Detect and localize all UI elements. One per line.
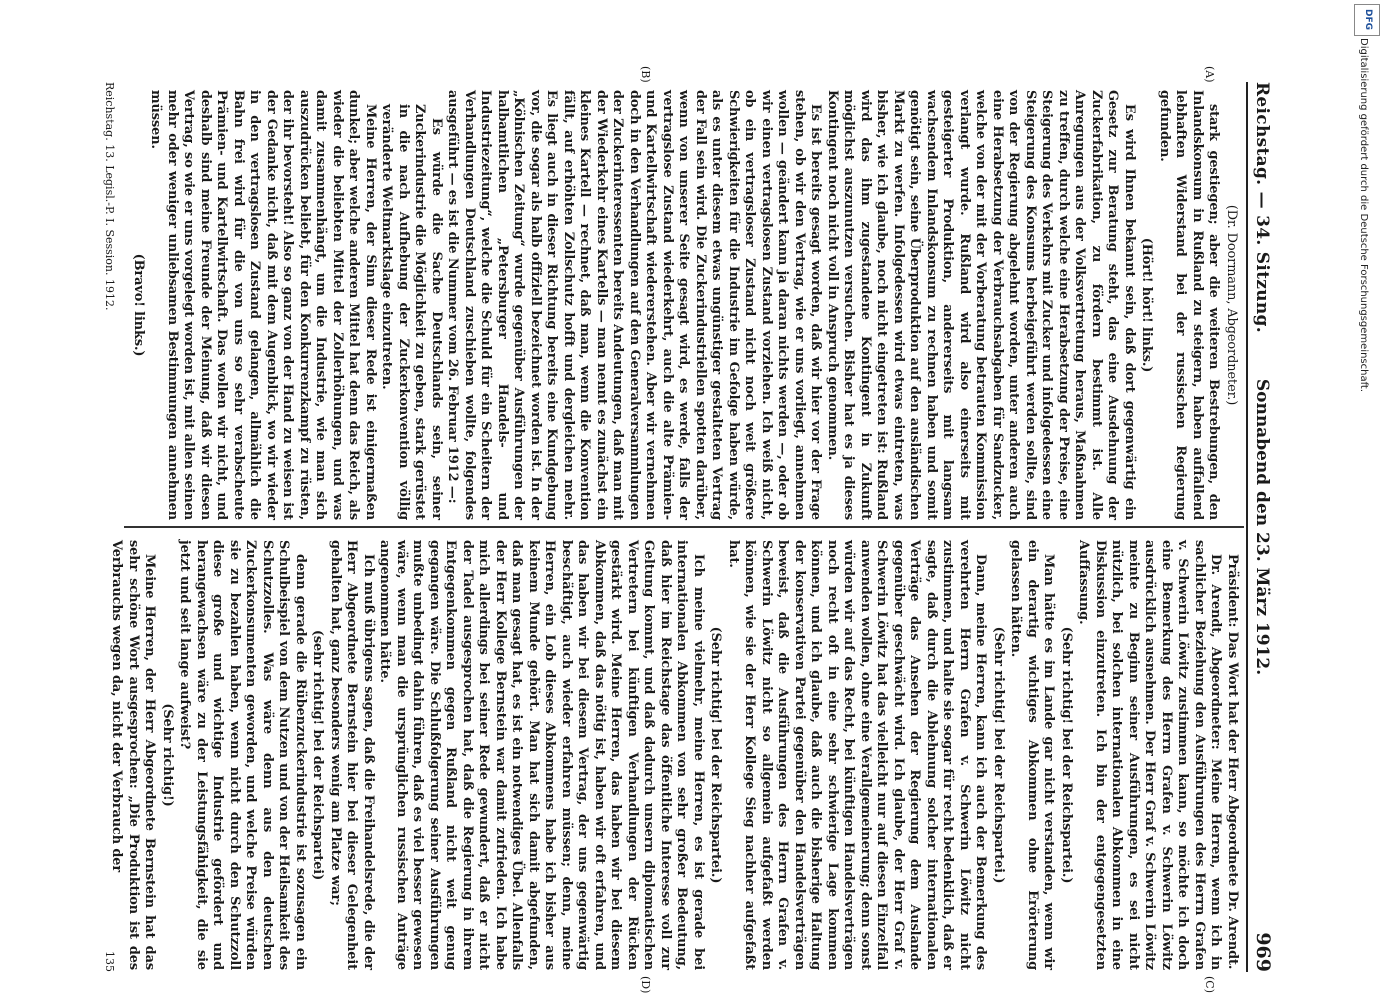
margin-marker-b: (B) xyxy=(639,66,652,83)
footer-legislature: Reichstag. 13. Legisl.-P. I. Session. 1912. xyxy=(103,82,116,311)
page-footer xyxy=(96,82,116,972)
column-separator xyxy=(124,526,1244,528)
paragraph: Es wird Ihnen bekannt sein, daß dort gegenwärtig ein Gesetz zur Beratung steht, das eine Ausdehnung der Zuckerfabrikation, zu fördern bestimmt ist. Alle Anregungen aus der Volksvertretung heraus, Maßnahmen zu treffen, durch welche eine Herabsetzung der Preise, eine Steigerung des Verkehrs mit Zucker und infolgedessen eine Steigerung des Konsums herbeigeführt werden sollte, sind von der Regierung abgelehnt worden, unter anderen auch eine Herabsetzung der Verbrauchsabgaben für Sandzucker, welche von der mit der Vorberatung betrauten Kommission verlangt wurde. Rußland wird also einerseits mit gesteigerter Produktion, andererseits mit langsam wachsendem Inlandskonsum zu rechnen haben und somit genötigt sein, seine Überproduktion auf den ausländischen Markt zu werfen. Infolgedessen wird etwas eintreten, was bisher, wie ich glaube, noch nicht eingetreten ist: Rußland wird das ihm zugestandene Kontingent in Zukunft möglichst auszunutzen versuchen. Bisher hat es ja dieses Kontingent noch nicht voll in Anspruch genommen. xyxy=(825,90,1137,520)
interjection: (Sehr richtig! bei der Reichspartei.) xyxy=(991,626,1006,884)
paragraph: denn gerade die Rübenzuckerindustrie ist sozusagen ein Schulbeispiel von dem Nutzen und von der Heilsamkeit des Schutzzolles. Was wäre denn aus den deutschen Zuckerkonsumenten geworden, und welche Preise würden sie zu bezahlen haben, wenn nicht durch den Schutzzoll diese große und wichtige Industrie gefördert und herangewachsen wäre zu der Leistungsfähigkeit, die sie jetzt und seit lange aufweist? xyxy=(177,540,308,970)
interjection: (Sehr richtig!) xyxy=(160,703,175,807)
header-date: Sonnabend den 23. März 1912. xyxy=(1252,378,1272,676)
interjection: (Bravo! links.) xyxy=(131,253,146,357)
paragraph: Ich meine vielmehr, meine Herren, es ist gerade bei internationalen Abkommen von sehr großer Bedeutung, daß hier im Reichstage das öffentliche Interesse voll zur Geltung kommt, und daß dadurch unsern diplomatischen Vertretern bei künftigen Verhandlungen der Rücken gestärkt wird. Meine Herren, das haben wir bei diesem Abkommen, daß das nötig ist, haben wir oft erfahren, und das haben wir bei diesem Vertrag, der uns gegenwärtig beschäftigt, auch wieder erfahren müssen; denn, meine Herren, ein Lob dieses Abkommens habe ich bisher aus keinem Munde gehört. Man hat sich damit abgefunden, daß man gesagt hat, es ist ein notwendiges Übel. Allenfalls der Herr Kollege Bernstein war damit zufrieden. Ich habe mich allerdings bei seiner Rede gewundert, daß er nicht der Tadel ausgesprochen hat, daß die Regierung in ihrem Entgegenkommen gegen Rußland nicht weit genug gegangen wäre. Die Schlußfolgerung seiner Ausführungen mußte unbedingt dahin führen, daß es viel besser gewesen wäre, wenn man die ursprünglichen russischen Anträge angenommen hätte. xyxy=(377,540,706,970)
page-number: 969 xyxy=(1252,932,1274,972)
paragraph: Dr. Arendt, Abgeordneter: Meine Herren, wenn ich in sachlicher Beziehung den Ausführungen des Herrn Grafen v. Schwerin Löwitz zustimmen kann, so möchte ich doch eine Bemerkung des Herrn Grafen v. Schwerin Löwitz ausdrücklich ausnehmen. Der Herr Graf v. Schwerin Löwitz meinte zu Beginn seiner Ausführungen, es sei nicht nützlich, bei solchen internationalen Abkommen in eine Diskussion einzutreten. Ich bin der entgegengesetzten Auffassung. xyxy=(1076,540,1224,970)
paragraph: Es ist bereits gesagt worden, daß wir hier vor der Frage stehen, ob wir den Vertrag, wie er uns vorliegt, annehmen wollen — geändert kann ja daran nichts werden —, oder ob wir einen vertragslosen Zustand vorziehen. Ich weiß nicht, ob ein vertragsloser Zustand nicht noch weit größere Schwierigkeiten für die Industrie im Gefolge haben würde, als es unter diesem etwas ungünstiger gestalteten Vertrag der Fall sein wird. Die Zuckerindustriellen spotten darüber, wenn von unserer Seite gesagt wird, es werde, falls der vertragslose Zustand wiederkehrt, auch die alte Prämien- und Kartellwirtschaft wiedererstehen. Aber wir vernehmen doch in den Verhandlungen auf den Generalversammlungen der Zuckerinteressenten bereits Andeutungen, daß man mit der Wiederkehr eines Kartells — man nennt es zunächst ein kleines Kartell — rechnet, daß man, wenn die Konvention fällt, auf erhöhten Zollschutz hofft und dergleichen mehr. Es liegt auch in dieser Richtung bereits eine Kundgebung vor, die sogar als halb offiziell bezeichnet worden ist. In der „Kölnischen Zeitung“ wurde gegenüber Ausführungen der halbamtlichen „Petersburger Handels- und Industriezeitung“, welche die Schuld für ein Scheitern der Verhandlungen Deutschland zuschieben wollte, folgendes ausgeführt — es ist die Nummer vom 26. Februar 1912 —: xyxy=(445,90,824,520)
paragraph: Meine Herren, der Herr Abgeordnete Bernstein hat das sehr schöne Wort ausgesprochen: „Die Produktion ist des Verbrauchs wegen da, nicht der Verbrauch der xyxy=(109,540,158,970)
dfg-logo: DFG xyxy=(1354,4,1380,36)
page-header xyxy=(1248,82,1274,972)
margin-marker-c: (C) xyxy=(1203,976,1216,993)
president-line: Präsident: Das Wort hat der Herr Abgeordnete Dr. Arendt. xyxy=(1225,554,1240,970)
header-rule xyxy=(1246,82,1248,972)
margin-marker-a: (A) xyxy=(1203,66,1216,83)
interjection: (sehr richtig! bei der Reichspartei) xyxy=(310,629,326,881)
left-column xyxy=(129,90,1241,520)
scanned-page xyxy=(4,0,1352,1000)
paragraph: Man hätte es im Lande gar nicht verstanden, wenn wir ein derartig wichtiges Abkommen ohne Erörterung gelassen hätten. xyxy=(1008,540,1057,970)
speaker-line: (Dr. Doormann, Abgeordneter.) xyxy=(1224,204,1239,406)
digitization-credit xyxy=(1350,0,1383,1000)
paragraph: Ich muß übrigens sagen, daß die Freihandelsrede, die der Herr Abgeordnete Bernstein hier bei dieser Gelegenheit gehalten hat, ganz besonders wenig am Platze war; xyxy=(328,540,376,970)
sheet-number: 135 xyxy=(103,951,116,972)
right-column xyxy=(108,540,1240,970)
interjection: (Sehr richtig! bei der Reichspartei.) xyxy=(1059,626,1074,884)
header-session: Reichstag. — 34. Sitzung. xyxy=(1252,82,1272,333)
paragraph: stark gestiegen; aber die weiteren Bestrebungen, den Inlandskonsum in Rußland zu steigern, haben auffallend lebhaften Widerstand bei der russischen Regierung gefunden. xyxy=(1157,90,1222,520)
margin-marker-d: (D) xyxy=(639,976,652,994)
paragraph: Dann, meine Herren, kann ich auch der Bemerkung des verehrten Herrn Grafen v. Schwerin Löwitz nicht zustimmen, und halte sie sogar für recht bedenklich, daß er sagte, daß durch die Ablehnung solcher internationalen Verträge das Ansehen der Regierung dem Auslande gegenüber geschwächt wird. Ich glaube, der Herr Graf v. Schwerin Löwitz hat das vielleicht nur auf diesen Einzelfall anwenden wollen, ohne eine Verallgemeinerung; denn sonst würden wir auf das Recht, bei künftigen Handelsverträgen noch recht oft in eine sehr schwierige Lage kommen können, und ich glaube, daß auch die bisherige Haltung der konservativen Partei gegenüber den Handelsverträgen beweist, daß die Ausführungen des Herrn Grafen v. Schwerin Löwitz nicht so allgemein aufgefaßt werden können, wie sie der Herr Kollege Sieg nachher aufgefaßt hat. xyxy=(726,540,989,970)
credit-text: Digitalisierung gefördert durch die Deutsche Forschungsgemeinschaft. xyxy=(1358,38,1369,393)
interjection: (Sehr richtig! bei der Reichspartei.) xyxy=(708,626,724,884)
paragraph: Meine Herren, der Sinn dieser Rede ist einigermaßen dunkel; aber welche anderen Mittel hat denn das Reich, als wieder die beliebten Mittel der Zollerhöhungen, und was damit zusammenhängt, um die Industrie, wie man sich auszudrücken beliebt, für den Konkurrenzkampf zu rüsten, der ihr bevorsteht! Also so ganz von der Hand zu weisen ist der Gedanke nicht, daß mit dem Augenblick, wo wir wieder in den vertragslosen Zustand gelangen, allmählich die Bahn frei wird für die von uns so sehr verabscheute Prämien- und Kartellwirtschaft. Das wollen wir nicht, und deshalb sind meine Freunde der Meinung, daß wir diesen Vertrag, so wie er uns vorgelegt worden ist, mit allen seinen mehr oder weniger unliebsamen Bestimmungen annehmen müssen. xyxy=(148,90,378,520)
quotation: Es würde die Sache Deutschlands sein, seiner Zuckerindustrie die Möglichkeit zu geben, stark gerüstet in die nach Aufhebung der Zuckerkonvention völlig veränderte Weltmarktslage einzutreten. xyxy=(379,104,444,520)
interjection: (Hört! hört! links.) xyxy=(1139,237,1155,373)
